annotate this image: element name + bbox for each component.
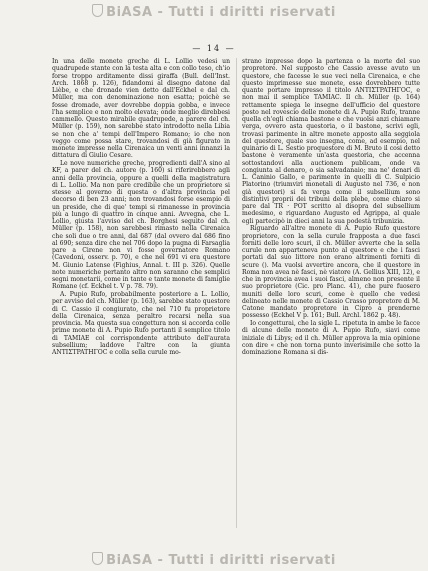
paragraph: Le nove numeriche greche, progredienti dall'A sino al KF, a parer del ch. autore (p. 160) si riferirebbero agli anni della provincia, oppure a quelli della magistratura di L. Lollio. Ma non pare credibile che un proprietore si stesse al governo di questa o d'altra provincia pel decorso di ben 23 anni; non trovandosi forse esempio di un preside, che di que' tempi si rimanesse in provincia più a lungo di quattro in cinque anni. Avvegna, che L. Lollio, giusta l'avviso del ch. Borghesi seguito dal ch. Müller (p. 158), non sarebbesi rimasto nella Cirenaica che soli due o tre anni, dal 687 (dal ovvero dal 686 fino al 690; senza dire che nel 706 dopo la pugna di Farsaglia pare a Cirene non vi fosse governatore Romano (Cavedoni, osserv. p. 70), e che nel 691 vi era questore M. Giunio Latense (Fighius, Annal. t. III p. 326). Quelle note numeriche pertanto altro non saranno che semplici segni monetarii, come in tante e tante monete di famiglie Romane (cf. Eckhel t. V p. 78. 79). <box>52 160 230 291</box>
text-column-right <box>242 58 420 356</box>
paragraph: Riguardo all'altre monete di A. Pupio Rufo questore proprietore, con la sella curule frapposta a due fasci forniti delle loro scuri, il ch. Müller avverte che la sella curule non apparteneva punto al questore e che i fasci portati dal suo littore non erano altrimenti forniti di scure (). Ma vuolsi avvertire ancora, che il questore in Roma non avea nè fasci, nè viatore (A. Gellius XIII, 12), e che in provincia avea i suoi fasci, almeno non presente il suo proprietore (Cic. pro Planc. 41), che pure fuosero muniti delle loro scuri, come è quello che vedesi delineato nelle monete di Cassio Crasso propretore di M. Catone mandato propretore in Cipro a prenderne possesso (Eckhel V p. 161; Bull. Archl. 1862 p. 48). <box>242 225 420 320</box>
paragraph: In una delle monete greche di L. Lollio vedesi un quadrupede stante con la testa alta e con collo teso, ch'io forse troppo arditamente dissi giraffa (Bull. dell'Inst. Arch. 1868 p. 126), fidandomi al disegno datone dal Lièbe, e che dronade vien detto dall'Eckhel e dal ch. Müller, ma con denominazione non esatta; poichè se fosse dromade, aver dovrebbe doppia gobba, e invece l'ha semplice e non molto elevata; onde meglio direbbesi cammello. Questo mirabile quadrupede, a parere del ch. Müller (p. 159), non sarebbe stato introdotto nella Libia se non che a' tempi dell'Impero Romano; io che non veggo come possa stare, trovandosi di già figurato in monete impresse nella Cirenaica un venti anni innanzi la dittatura di Giulio Cesare. <box>52 58 230 160</box>
watermark-text: BiASA - Tutti i diritti riservati <box>106 553 336 568</box>
watermark-top <box>0 4 428 20</box>
paragraph: strano impresse dopo la partenza o la morte del suo propretore. Nel supposto che Cassio avesse avuto un questore, che facesse le sue veci nella Cirenaica, e che questo imprimesse sue monete, esse dovrebbero tutte quante portare impresso il titolo ANTIΣTPATHΓOC, e non mai il semplice TAMIAC. Il ch. Müller (p. 164) rettamente spiega le insegne dell'ufficio del questore posto nel rovescio delle monete di A. Pupio Rufo, tranne quella ch'egli chiama bastone e che vuolsi anzi chiamare verga, ovvero asta questoria, o il bastone, scrivi egli, trovasi parimente in altre monete apposto alla seggiola del questore, quale suo insegna, come, ad esempio, nel quinario di L. Sestio proquestore di M. Bruto il cosi detto bastone è veramente un'asta questoria, che accenna sottostandovi alla auctionem publicam, onde va congiunta al denaro, o sia salvadanaio; ma ne' denari di L. Caninio Gallo, e parimente in quelli di C. Sulpicio Platorino (triumviri monetali di Augusto nel 736, e non già questori) si fa verga come il subsellium sono distintivi proprii dei tribuni della plebe, come chiaro si pare dal TR · POT scritto al disopra del subsellium medesimo, e riguardano Augusto ed Agrippa, al quale egli partecipò in dieci anni la sua podestà tribunizia. <box>242 58 420 225</box>
text-column-left <box>52 58 230 356</box>
watermark-text: BiASA - Tutti i diritti riservati <box>106 5 336 20</box>
column-divider <box>236 58 237 528</box>
shield-icon <box>92 552 103 565</box>
paragraph: Io congetturai, che la sigle L. ripetuta in ambe le facce di alcune delle monete di A. Pupio Rufo, siavi come iniziale di Libys; ed il ch. Müller approva la mia opinione con dire « che non torna punto inverisimile che sotto la dominazione Romana si dis- <box>242 320 420 356</box>
shield-icon <box>92 4 103 17</box>
watermark-bottom <box>0 552 428 568</box>
paragraph: A. Pupio Rufo, probabilmente posteriore a L. Lollio, per avviso del ch. Müller (p. 163), sarebbe stato questore di C. Cassio il congiurato, che nel 710 fu proprietore della Cirenaica, senza peraltro recarsi nella sua provincia. Ma questa sua congettura non si accorda colle prime monete di A. Pupio Rufo portanti il semplice titolo di TAMIAE col corrispondente attributo dell'aurata subsellium; laddove l'altre con la giunta ANTIΣTPATHΓOC e colla sella curule mo- <box>52 291 230 356</box>
page-number: — 14 — <box>192 44 236 53</box>
